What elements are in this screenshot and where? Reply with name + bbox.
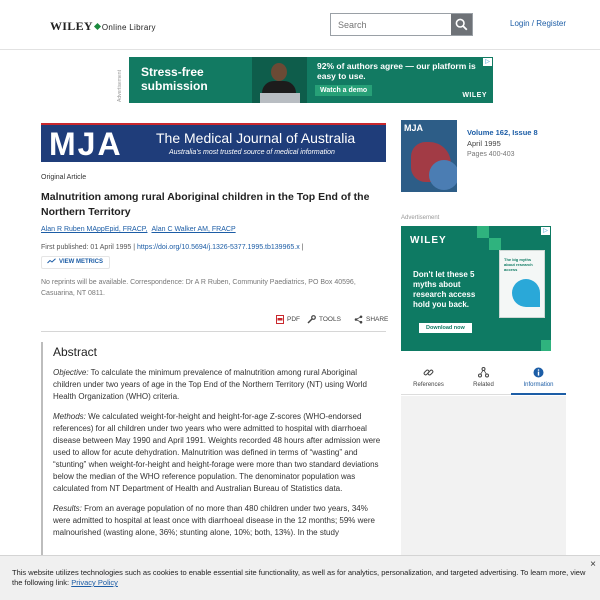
brand-sub: Online Library: [101, 23, 156, 32]
author-link[interactable]: Alan C Walker AM, FRACP: [151, 226, 236, 233]
objective-label: Objective:: [53, 368, 89, 377]
ad-choices-icon[interactable]: ▷: [541, 227, 550, 235]
search-button[interactable]: [451, 14, 472, 35]
ad-booklet-image: [499, 250, 545, 318]
first-published-label: First published:: [41, 244, 89, 251]
pdf-label: PDF: [287, 316, 300, 324]
ad-person-head: [271, 63, 287, 81]
ad-person-image: [252, 57, 307, 103]
issue-volume-link[interactable]: Volume 162, Issue 8: [467, 128, 538, 137]
author-list: [41, 226, 240, 233]
booklet-art: [512, 279, 540, 307]
abstract-heading: Abstract: [53, 345, 98, 359]
correspondence-note: No reprints will be available. Correspondence: Dr A R Ruben, Community Paediatrics, PO Box 40596, Casuarina, NT 0811.: [41, 279, 356, 297]
booklet-title: The big myths about research access: [504, 257, 533, 272]
first-published-date: 01 April 1995: [90, 244, 132, 251]
issue-pages: Pages 400-403: [467, 151, 515, 158]
search-box: [330, 13, 473, 36]
ad-decor: [541, 340, 551, 351]
ad-headline: Stress-free submission: [141, 65, 208, 93]
login-register-link[interactable]: Login / Register: [510, 19, 567, 28]
author-link[interactable]: Alan R Ruben MAppEpid, FRACP,: [41, 226, 148, 233]
privacy-policy-link[interactable]: Privacy Policy: [71, 578, 118, 587]
results-text: From an average population of no more than 480 children under two years, 34% were admitted to hospital at least once with diarrhoeal disease in the 12 months; 59% were malnourished (wasting alone, 36%; stunting alone, 10%; both, 13%). In the study: [53, 504, 375, 537]
cookie-text-block: [12, 568, 587, 588]
issue-month: April 1995: [467, 139, 501, 148]
share-label: SHARE: [366, 316, 389, 324]
separator: |: [133, 244, 138, 251]
link-icon: [423, 367, 434, 378]
journal-cover-image[interactable]: [401, 120, 457, 192]
ad-laptop: [260, 93, 300, 103]
abstract-results: [53, 503, 386, 539]
ad-brand: WILEY: [462, 92, 487, 99]
journal-name: The Medical Journal of Australia: [156, 130, 356, 146]
side-advertisement[interactable]: [401, 226, 551, 351]
brand-name: WILEY: [50, 19, 93, 33]
doi-link[interactable]: https://doi.org/10.5694/j.1326-5377.1995.tb139965.x: [137, 244, 300, 251]
cookie-text: This website utilizes technologies such as cookies to enable essential site functionality, as well as for analytics, personalization, and targeted advertising. To learn more, view the following link:: [12, 568, 586, 587]
wiley-logo[interactable]: [50, 19, 156, 34]
tab-information[interactable]: [511, 361, 566, 395]
abstract-section: [41, 342, 386, 562]
cover-label: MJA: [404, 123, 424, 133]
ad-brand: WILEY: [410, 235, 447, 246]
tab-label: References: [413, 382, 444, 388]
wrench-icon: [307, 315, 316, 324]
tab-related[interactable]: [456, 361, 511, 395]
view-metrics-label: VIEW METRICS: [59, 259, 104, 265]
ad-decor: [489, 238, 501, 250]
info-icon: [533, 367, 544, 378]
ad-tagline: 92% of authors agree — our platform is easy to use.: [317, 61, 476, 81]
sidebar-tabs: [401, 361, 566, 395]
pdf-button[interactable]: [276, 315, 300, 324]
article-toolbar: [41, 310, 389, 332]
journal-banner[interactable]: [41, 123, 386, 162]
site-header: [0, 0, 600, 50]
tools-button[interactable]: [307, 315, 341, 324]
article-title: Malnutrition among rural Aboriginal children in the Top End of the Northern Territory: [41, 191, 370, 218]
ad-label: Advertisement: [401, 215, 440, 221]
methods-label: Methods:: [53, 412, 86, 421]
tab-label: Related: [473, 382, 494, 388]
objective-text: To calculate the minimum prevalence of malnutrition among rural Aboriginal children under two years of age in the Top End of the Northern Territory (NT) using World Health Organization (WHO) criteria.: [53, 368, 367, 401]
ad-label: Advertisement: [117, 70, 123, 102]
close-icon[interactable]: ×: [590, 559, 596, 570]
cover-art: [429, 160, 457, 190]
share-button[interactable]: [354, 315, 388, 324]
article-type: Original Article: [41, 174, 87, 181]
results-label: Results:: [53, 504, 82, 513]
tab-references[interactable]: [401, 361, 456, 395]
trend-icon: [47, 258, 56, 264]
top-advertisement[interactable]: [129, 57, 493, 103]
network-icon: [478, 367, 489, 378]
abstract-objective: [53, 367, 386, 403]
information-panel: [401, 396, 566, 566]
search-input[interactable]: [331, 14, 451, 35]
ad-text: Don't let these 5 myths about research access hold you back.: [413, 270, 476, 309]
pdf-icon: [276, 315, 284, 324]
share-icon: [354, 315, 363, 324]
ad-choices-icon[interactable]: ▷: [483, 58, 492, 66]
view-metrics-button[interactable]: [41, 256, 110, 269]
watch-demo-button[interactable]: Watch a demo: [315, 85, 372, 96]
cookie-banner: [0, 555, 600, 600]
publication-info: [41, 244, 303, 251]
tab-label: Information: [523, 382, 554, 388]
tools-label: TOOLS: [319, 316, 341, 324]
journal-tagline: Australia's most trusted source of medical information: [169, 149, 335, 156]
methods-text: We calculated weight-for-height and height-for-age Z-scores (WHO-endorsed references) for all children under two years who were admitted to hospital with diarrhoeal disease between May 1990 and April 1991. Weights recorded 48 hours after admission were used to allow for acute dehydration. Malnutrition was defined in terms of “wasting” and “stunting” when weight-for-height and height-forage were more than two standard deviations below the median of the WHO reference population. The denominator population was calculated from NT Department of Health and Australian Bureau of Statistics data.: [53, 412, 381, 493]
separator: |: [301, 244, 304, 251]
download-now-button[interactable]: Download now: [419, 323, 472, 333]
abstract-methods: [53, 411, 386, 495]
brand-diamond-icon: [94, 23, 101, 30]
search-icon: [455, 18, 468, 31]
ad-decor: [477, 226, 489, 238]
journal-abbr: MJA: [49, 126, 123, 162]
